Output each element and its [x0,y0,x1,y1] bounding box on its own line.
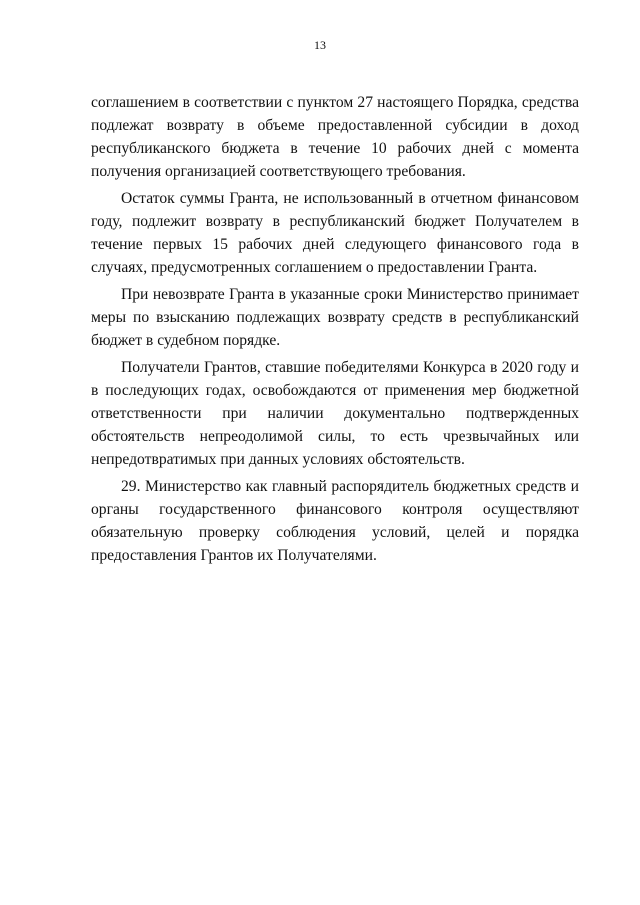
paragraph-29-inspection: 29. Министерство как главный распорядитель бюджетных средств и органы государственного финансового контроля осуществляют обязательную проверку соблюдения условий, целей и порядка предоставления Грантов их Получателями. [91,478,579,564]
document-body [91,91,579,567]
paragraph-non-return: При невозврате Гранта в указанные сроки Министерство принимает меры по взысканию подлежащих возврату средств в республиканский бюджет в судебном порядке. [91,286,579,349]
paragraph-refund-subsidy: соглашением в соответствии с пунктом 27 настоящего Порядка, средства подлежат возврату в объеме предоставленной субсидии в доход республиканского бюджета в течение 10 рабочих дней с момента получения организацией соответствующего требования. [91,94,579,180]
paragraph-force-majeure: Получатели Грантов, ставшие победителями Конкурса в 2020 году и в последующих годах, освобождаются от применения мер бюджетной ответственности при наличии документально подтвержденных обстоятельств непреодолимой силы, то есть чрезвычайных или непредотвратимых при данных условиях обстоятельств. [91,359,579,468]
paragraph-grant-balance: Остаток суммы Гранта, не использованный в отчетном финансовом году, подлежит возврату в республиканский бюджет Получателем в течение первых 15 рабочих дней следующего финансового года в случаях, предусмотренных соглашением о предоставлении Гранта. [91,190,579,276]
page-number: 13 [314,38,326,52]
